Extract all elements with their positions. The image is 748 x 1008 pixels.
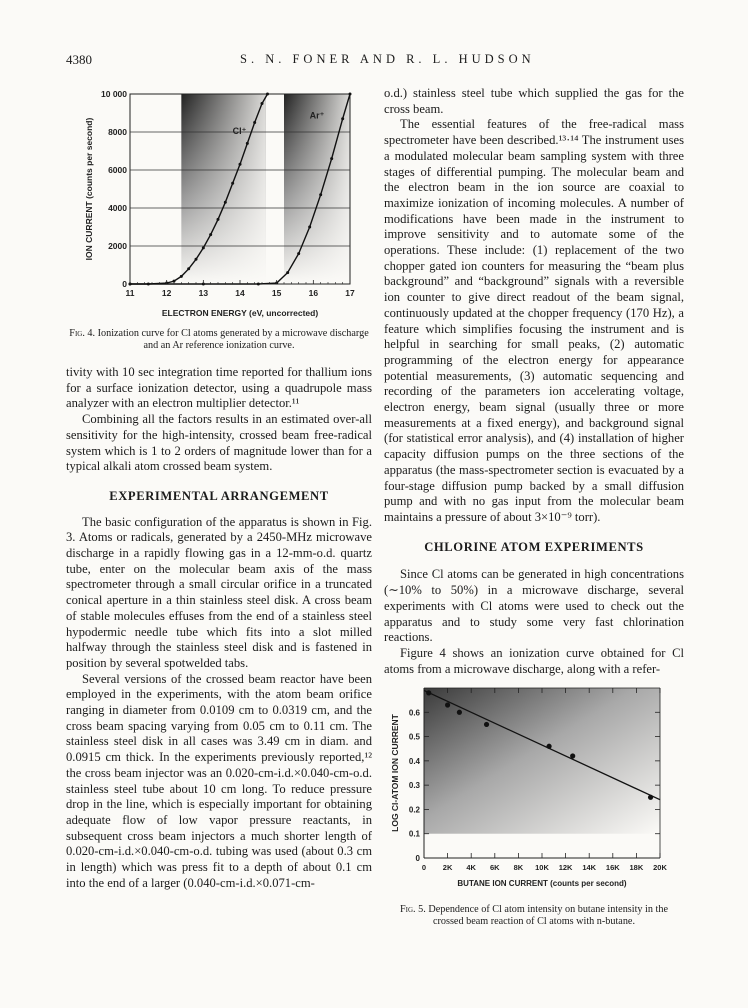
fig4-y-tick-label: 0: [122, 279, 127, 289]
fig5-x-tick-label: 2K: [442, 863, 453, 872]
section-heading-chlorine: CHLORINE ATOM EXPERIMENTS: [424, 539, 644, 554]
fig4-data-point: [330, 157, 333, 160]
fig5-y-axis-label: LOG Cl-ATOM ION CURRENT: [390, 714, 400, 832]
fig5-y-tick-label: 0.3: [408, 781, 420, 791]
fig4-x-tick-label: 11: [125, 288, 135, 298]
fig4-data-point: [308, 226, 311, 229]
fig4-data-point: [319, 193, 322, 196]
fig4-y-tick-label: 2000: [108, 241, 127, 251]
right-paragraph-4: Figure 4 shows an ionization curve obtained for Cl atoms from a microwave discharge, along with a refer-: [384, 645, 684, 676]
fig5-x-tick-label: 18K: [629, 863, 644, 872]
fig5-x-tick-label: 16K: [605, 863, 620, 872]
right-paragraph-2: The essential features of the free-radical mass spectrometer have been described.¹³·¹⁴ The instrument uses a modulated molecular beam sampling system with three stages of differential pumping. The molecular beam and the electron beam in the ion source are coaxial to maximize ionization of incoming molecules. A number of modifications have been made in the instrument to improve sensitivity and to automate some of the operations. These include: (1) replacement of the two chopper gated ion counters for measuring the “beam plus background” and “background” signals with a reversible ion counter to give direct readout of the beam signal, continuously updated at the chopper frequency (170 Hz), a feature which simplifies focusing the instrument and is helpful in searching for small peaks, (2) automatic programming of the electron energy for appearance potential measurements, (3) automatic sequencing and recording of the parameters ion accelerating voltage, electron energy, beam signal (usually three or more measurements at a fixed energy), and background signal (for statistical error analysis), and (4) installation of higher capacity diffusion pumps on the three sections of the apparatus (the mass-spectrometer section is evacuated by a four-stage diffusion pump backed by a small diffusion pump and with no gas input from the molecular beam maintains a pressure of about 3×10⁻⁹ torr).: [384, 117, 684, 524]
fig5-y-tick-label: 0.6: [408, 708, 420, 718]
ar-series-label: Ar⁺: [309, 110, 325, 121]
fig5-data-point: [570, 753, 575, 758]
fig5-x-tick-label: 20K: [653, 863, 667, 872]
fig4-x-tick-label: 13: [198, 288, 209, 298]
left-paragraph-4: Several versions of the crossed beam reactor have been employed in the experiments, with the atom beam orifice ranging in diameter from 0.0109 cm to 0.0319 cm, and the cross beam spacing varying from 0.05 cm to 0.11 cm. The stainless steel disk in all cases was 3.49 cm in diam. and 0.0915 cm thick. In the experiments previously reported,¹² the cross beam injector was an 0.020-cm-i.d.×0.040-cm-o.d. stainless steel tube about 10 cm long. To reduce pressure drop in the line, which is especially important for obtaining adequate flow of low vapor pressure reactants, in subsequent cross beam injectors a much shorter length of 0.020-cm-i.d.×0.040-cm-o.d. tubing was used (about 0.3 cm in length) which was press fit to a depth of about 0.1 cm into the end of a larger (0.040-cm-i.d.×0.071-cm-: [66, 671, 372, 890]
right-paragraph-3: Since Cl atoms can be generated in high concentrations (∼10% to 50%) in a microwave discharge, several experiments with Cl atoms were used to check out the apparatus and to study some very fast chlorination reactions.: [384, 567, 684, 645]
fig5-y-tick-label: 0.1: [408, 829, 420, 839]
figure-4-caption: [66, 328, 372, 352]
section-heading-experimental: EXPERIMENTAL ARRANGEMENT: [109, 488, 329, 503]
left-paragraph-1: tivity with 10 sec integration time reported for thallium ions for a surface ionization detector, using a quadrupole mass analyzer with an electron multiplier detector.¹¹: [66, 365, 372, 411]
fig5-caption-label: Fig. 5.: [400, 904, 426, 915]
fig5-y-tick-label: 0: [415, 854, 420, 863]
fig4-data-point: [257, 283, 260, 286]
fig5-data-point: [457, 710, 462, 715]
left-column: [66, 365, 372, 892]
left-paragraph-2: Combining all the factors results in an estimated over-all sensitivity for the high-intensity, crossed beam free-radical system which is 1 to 2 orders of magnitude lower than for a typical alkali atom crossed beam system.: [66, 412, 372, 474]
fig4-y-tick-label: 10 000: [101, 89, 127, 99]
fig5-y-tick-label: 0.5: [408, 732, 420, 742]
fig5-data-point: [484, 722, 489, 727]
left-paragraph-3: The basic configuration of the apparatus is shown in Fig. 3. Atoms or radicals, generated by a 2450-MHz microwave discharge in a rapidly flowing gas in a 12-mm-o.d. quartz tube, enter on the molecular beam axis of the mass spectrometer through a small circular orifice in a truncated conical aperture in a thin stainless steel disk. A cross beam of stable molecules effuses from the end of a stainless steel hypodermic needle tube which fits into a slot milled halfway through the stainless steel disk and is fastened in position by several spotwelded tabs.: [66, 514, 372, 670]
fig4-data-point: [253, 121, 256, 124]
fig4-y-tick-label: 8000: [108, 127, 127, 137]
fig5-chart: [384, 682, 684, 894]
fig4-data-point: [297, 252, 300, 255]
page-number: 4380: [66, 52, 92, 67]
fig4-x-axis-label: ELECTRON ENERGY (eV, uncorrected): [161, 308, 319, 318]
fig5-x-tick-label: 0: [421, 863, 427, 872]
fig4-data-point: [349, 93, 352, 96]
fig4-data-point: [209, 233, 212, 236]
fig4-y-tick-label: 4000: [108, 203, 127, 213]
fig4-x-tick-label: 16: [308, 288, 319, 298]
fig5-data-point: [648, 795, 653, 800]
fig4-x-tick-label: 17: [345, 288, 355, 298]
fig4-data-point: [239, 163, 242, 166]
fig5-data-point: [445, 702, 450, 707]
fig4-x-tick-label: 15: [271, 288, 282, 298]
fig4-data-point: [231, 182, 234, 185]
fig5-x-tick-label: 10K: [535, 863, 549, 872]
fig4-data-point: [187, 267, 190, 270]
fig5-y-tick-label: 0.4: [408, 756, 420, 766]
fig4-data-point: [202, 246, 205, 249]
right-column: [384, 86, 684, 677]
fig4-data-point: [180, 275, 183, 278]
fig4-data-point: [266, 93, 269, 96]
fig4-shade-ar-fade: [284, 94, 350, 284]
fig5-x-tick-label: 14K: [582, 863, 597, 872]
fig5-x-tick-label: 8K: [513, 863, 524, 872]
fig5-y-tick-label: 0.2: [408, 805, 420, 815]
figure-5: [384, 682, 684, 894]
fig4-y-axis-label: ION CURRENT (counts per second): [84, 117, 94, 261]
figure-5-caption: [384, 904, 684, 928]
cl-series-label: Cl⁺: [232, 125, 247, 136]
fig5-x-tick-label: 4K: [466, 863, 476, 872]
fig4-x-tick-label: 12: [161, 288, 172, 298]
fig5-data-point: [546, 744, 551, 749]
fig4-data-point: [217, 218, 220, 221]
fig4-data-point: [195, 258, 198, 261]
fig4-data-point: [261, 102, 264, 105]
fig4-data-point: [246, 142, 249, 145]
figure-4: [80, 84, 372, 324]
fig4-data-point: [224, 201, 227, 204]
fig4-caption-text: Ionization curve for Cl atoms generated by a microwave discharge and an Ar reference ionization curve.: [97, 328, 369, 351]
running-head: S. N. FONER AND R. L. HUDSON: [240, 52, 535, 66]
fig5-x-tick-label: 12K: [558, 863, 573, 872]
fig5-data-point: [426, 690, 431, 695]
fig4-y-tick-label: 6000: [108, 165, 127, 175]
fig4-caption-label: Fig. 4.: [69, 328, 96, 339]
fig5-x-tick-label: 6K: [490, 863, 500, 872]
right-paragraph-1: o.d.) stainless steel tube which supplied the gas for the cross beam.: [384, 86, 684, 116]
fig4-shade-cl-fade: [181, 94, 265, 284]
fig4-chart: [80, 84, 372, 324]
fig4-data-point: [286, 271, 289, 274]
fig4-data-point: [341, 117, 344, 120]
fig5-caption-text: Dependence of Cl atom intensity on butane intensity in the crossed beam reaction of Cl atoms with n-butane.: [428, 904, 668, 927]
fig5-x-axis-label: BUTANE ION CURRENT (counts per second): [457, 879, 627, 888]
fig4-x-tick-label: 14: [235, 288, 245, 298]
